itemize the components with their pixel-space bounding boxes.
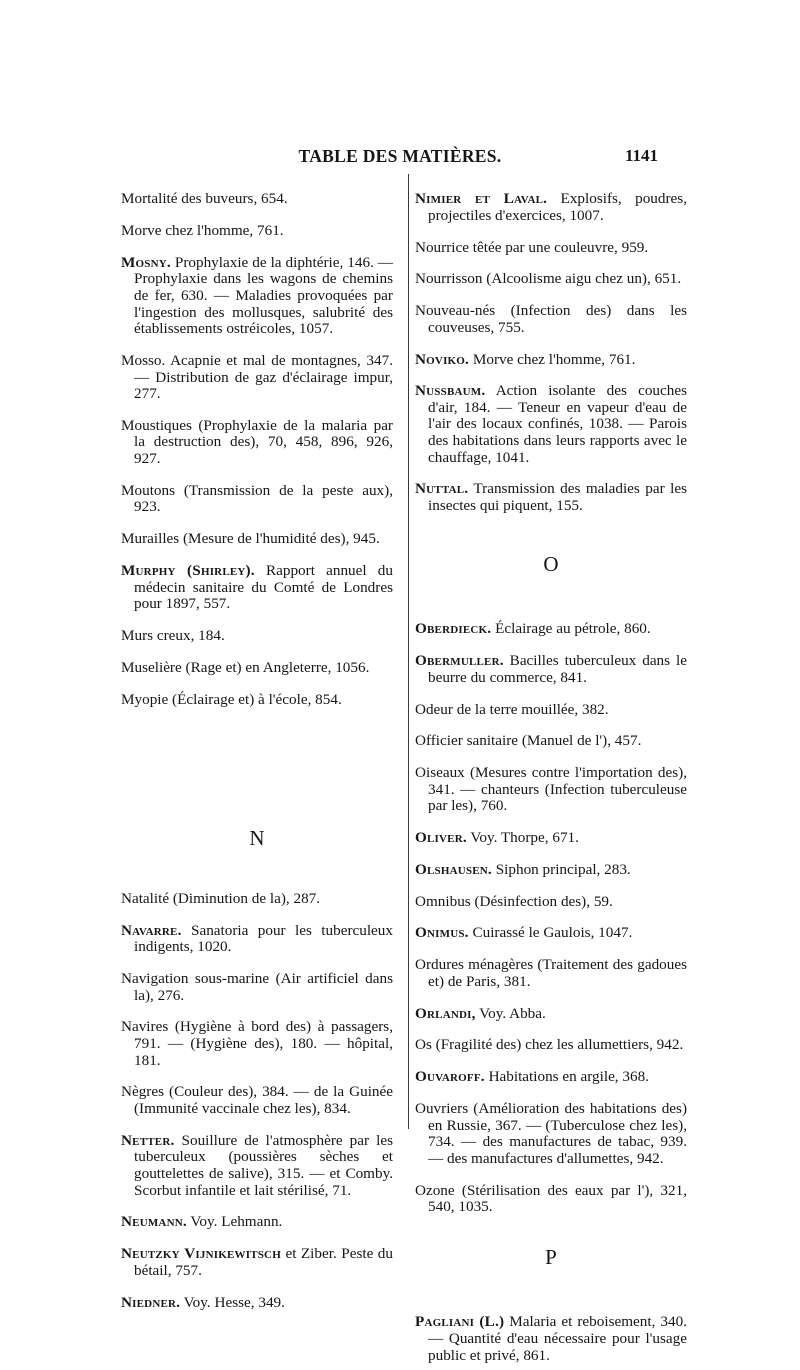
entry-heading: Noviko.: [415, 350, 470, 368]
index-entry: [415, 191, 687, 224]
right-column: [415, 176, 687, 1370]
index-entry: [121, 660, 393, 677]
index-entry: [121, 353, 393, 403]
index-entry: [121, 255, 393, 338]
entry-text: Rapport annuel du médecin sanitaire du Comté de Londres pour 1897, 557.: [134, 562, 393, 613]
index-entry: [415, 271, 687, 288]
entry-text: Natalité (Diminution de la), 287.: [121, 889, 321, 907]
section-letter-o: O: [543, 552, 559, 577]
index-entry: [415, 862, 687, 879]
section-letter-n: N: [249, 825, 265, 850]
entry-text: Prophylaxie de la diphtérie, 146. — Prophylaxie dans les wagons de chemins de fer, 630. — Maladies provoquées par l'ingestion des mollusques, salubrité des établissements ostréicoles, 1057.: [134, 253, 393, 338]
index-entry: [121, 628, 393, 645]
index-entry: [121, 971, 393, 1004]
index-entry: [121, 923, 393, 956]
entry-text: Murs creux, 184.: [121, 626, 225, 644]
entry-text: Bacilles tuberculeux dans le beurre du commerce, 841.: [428, 652, 687, 686]
entry-text: Voy. Thorpe, 671.: [466, 829, 579, 847]
index-entry: [121, 692, 393, 709]
index-entry: [121, 1214, 393, 1231]
index-entry: [415, 1069, 687, 1086]
index-entry: [415, 303, 687, 336]
entry-text: Os (Fragilité des) chez les allumettiers, 942.: [415, 1036, 684, 1054]
section-spacer: [415, 1269, 687, 1299]
index-entry: [415, 383, 687, 466]
index-entry: [415, 1037, 687, 1054]
entry-heading: Mosny.: [121, 253, 171, 271]
entry-heading: Nuttal.: [415, 480, 469, 498]
entry-text: Voy. Abba.: [475, 1004, 546, 1022]
entry-text: Transmission des maladies par les insectes qui piquent, 155.: [428, 480, 687, 515]
index-entry: [121, 531, 393, 548]
entry-text: Nourrice têtée par une couleuvre, 959.: [415, 238, 649, 256]
entry-heading: Obermuller.: [415, 652, 504, 670]
index-entry: [121, 223, 393, 240]
entry-heading: Orlandi,: [415, 1004, 476, 1022]
index-entry: [415, 1006, 687, 1023]
entry-heading: Oliver.: [415, 829, 467, 847]
entry-heading: Netter.: [121, 1131, 175, 1149]
entry-text: Habitations en argile, 368.: [484, 1068, 649, 1086]
entry-text: Ozone (Stérilisation des eaux par l'), 321, 540, 1035.: [415, 1181, 687, 1216]
entry-heading: Nimier et Laval.: [415, 190, 548, 208]
index-entry: [415, 1183, 687, 1216]
entry-text: Navigation sous-marine (Air artificiel dans la), 276.: [121, 970, 393, 1004]
entry-text: Moustiques (Prophylaxie de la malaria par la destruction des), 70, 458, 896, 926, 927.: [121, 416, 393, 468]
section-spacer: [415, 576, 687, 606]
entry-heading: Oberdieck.: [415, 620, 492, 638]
entry-text: et Ziber. Peste du bétail, 757.: [134, 1245, 393, 1279]
entry-heading: Navarre.: [121, 921, 182, 939]
entry-text: Action isolante des couches d'air, 184. — Teneur en vapeur d'eau de l'air des locaux confinés, 1038. — Parois des habitations dans leurs rapports avec le chauffage, 1041.: [428, 382, 687, 466]
index-entry: [121, 418, 393, 468]
page-number: 1141: [625, 146, 659, 165]
entry-text: Sanatoria pour les tuberculeux indigents, 1020.: [134, 921, 393, 956]
entry-text: Souillure de l'atmosphère par les tuberculeux (poussières sèches et gouttelettes de salive), 315. — et Comby. Scorbut infantile et lait stérilisé, 71.: [134, 1131, 393, 1199]
column-divider: [408, 174, 409, 1129]
entry-text: Voy. Lehmann.: [186, 1213, 283, 1231]
index-entry: [415, 621, 687, 638]
index-entry: [121, 483, 393, 516]
index-entry: [415, 925, 687, 942]
index-entry: [121, 1133, 393, 1199]
entry-text: Mortalité des buveurs, 654.: [121, 190, 288, 208]
section-spacer: [415, 1221, 687, 1245]
index-entry: [121, 1084, 393, 1117]
entry-text: Morve chez l'homme, 761.: [121, 221, 284, 239]
index-entry: [415, 957, 687, 990]
index-entry: [415, 765, 687, 815]
entry-heading: Olshausen.: [415, 860, 492, 878]
entry-text: Nouveau-nés (Infection des) dans les couveuses, 755.: [415, 302, 687, 336]
entry-text: Muselière (Rage et) en Angleterre, 1056.: [121, 658, 370, 676]
entry-text: Murailles (Mesure de l'humidité des), 945.: [121, 530, 380, 548]
index-entry: [415, 733, 687, 750]
entry-heading: Onimus.: [415, 924, 469, 942]
entry-heading: Ouvaroff.: [415, 1068, 485, 1086]
entry-text: Malaria et reboisement, 340. — Quantité d'eau nécessaire pour l'usage public et privé, 861.: [428, 1313, 687, 1364]
entry-heading: Neutzky Vijnikewitsch: [121, 1245, 281, 1263]
entry-text: Morve chez l'homme, 761.: [469, 350, 636, 368]
entry-heading: Neumann.: [121, 1213, 187, 1231]
entry-heading: Nussbaum.: [415, 382, 486, 400]
index-entry: [121, 1019, 393, 1069]
entry-heading: Niedner.: [121, 1293, 181, 1311]
section-spacer: [121, 714, 393, 826]
section-p-entries: [415, 1314, 687, 1364]
entry-text: Myopie (Éclairage et) à l'école, 854.: [121, 690, 342, 708]
entry-text: Oiseaux (Mesures contre l'importation des), 341. — chanteurs (Infection tuberculeuse par les), 760.: [415, 764, 687, 815]
left-column: [121, 176, 393, 1317]
entry-text: Voy. Hesse, 349.: [180, 1293, 285, 1311]
section-letter-p: P: [545, 1245, 557, 1270]
section-m-entries: [121, 191, 393, 708]
index-entry: [415, 352, 687, 369]
index-entry: [415, 1101, 687, 1167]
index-entry: [415, 702, 687, 719]
entry-text: Moutons (Transmission de la peste aux), 923.: [121, 481, 393, 516]
entry-text: Cuirassé le Gaulois, 1047.: [468, 924, 633, 942]
index-entry: [121, 891, 393, 908]
index-entry: [121, 1295, 393, 1312]
entry-text: Navires (Hygiène à bord des) à passagers, 791. — (Hygiène des), 180. — hôpital, 181.: [121, 1018, 393, 1069]
entry-text: Odeur de la terre mouillée, 382.: [415, 700, 609, 718]
section-n-continued-entries: [415, 191, 687, 514]
entry-text: Explosifs, poudres, projectiles d'exercices, 1007.: [428, 190, 687, 224]
index-entry: [121, 563, 393, 613]
index-entry: [415, 240, 687, 257]
index-entry: [415, 830, 687, 847]
page-title: TABLE DES MATIÈRES.: [298, 146, 502, 166]
index-entry: [415, 1314, 687, 1364]
section-n-entries: [121, 891, 393, 1311]
entry-heading: Pagliani (L.): [415, 1313, 505, 1331]
index-entry: [121, 191, 393, 208]
entry-text: Ouvriers (Amélioration des habitations des) en Russie, 367. — (Tuberculose chez les), 734. — des manufactures de tabac, 939. — des manufactures d'allumettes, 942.: [415, 1099, 687, 1167]
entry-text: Omnibus (Désinfection des), 59.: [415, 892, 613, 910]
entry-text: Ordures ménagères (Traitement des gadoues et) de Paris, 381.: [415, 956, 687, 990]
section-spacer: [415, 520, 687, 552]
index-entry: [415, 481, 687, 514]
section-o-entries: [415, 621, 687, 1215]
entry-text: Nourrisson (Alcoolisme aigu chez un), 651.: [415, 270, 682, 288]
entry-text: Siphon principal, 283.: [491, 860, 631, 878]
index-entry: [121, 1246, 393, 1279]
index-entry: [415, 653, 687, 686]
entry-text: Nègres (Couleur des), 384. — de la Guinée (Immunité vaccinale chez les), 834.: [121, 1083, 393, 1117]
entry-heading: Murphy (Shirley).: [121, 562, 255, 579]
entry-text: Éclairage au pétrole, 860.: [491, 620, 651, 638]
entry-text: Mosso. Acapnie et mal de montagnes, 347. — Distribution de gaz d'éclairage impur, 277.: [121, 351, 393, 403]
index-entry: [415, 894, 687, 911]
entry-text: Officier sanitaire (Manuel de l'), 457.: [415, 732, 642, 750]
section-spacer: [121, 850, 393, 876]
